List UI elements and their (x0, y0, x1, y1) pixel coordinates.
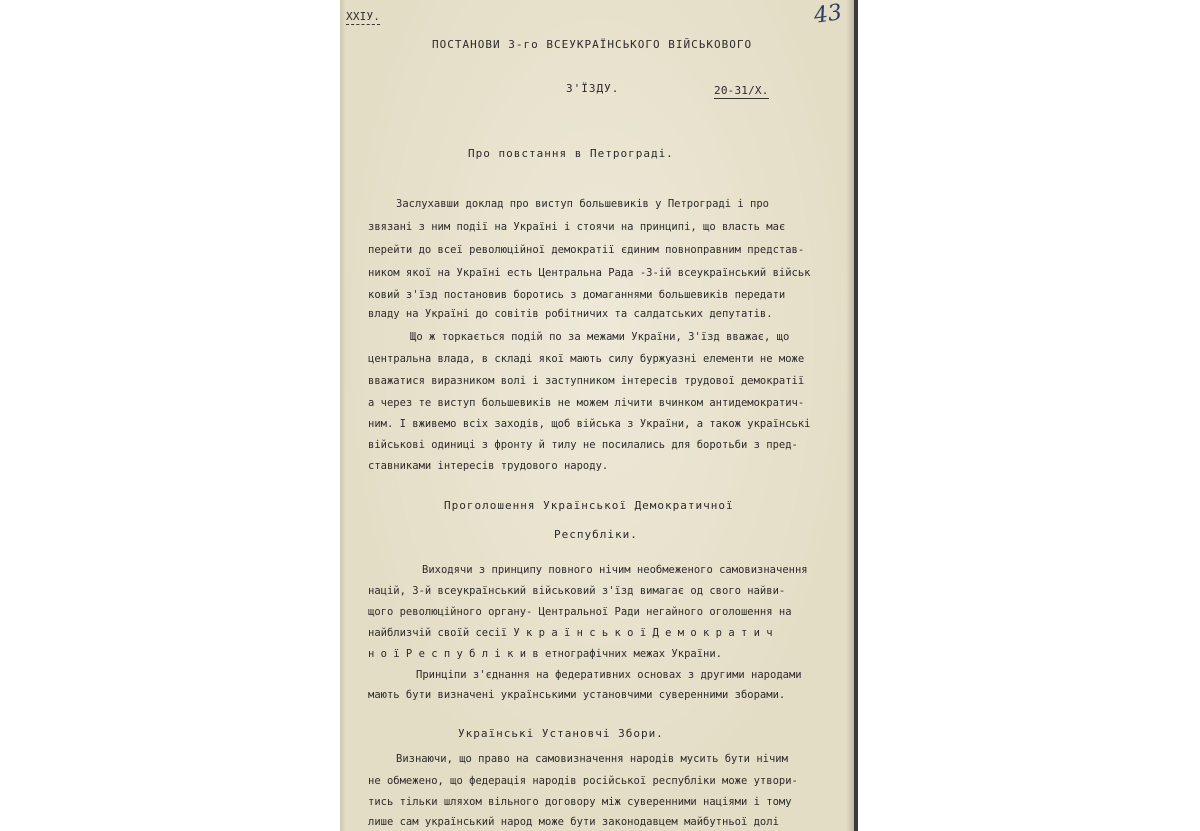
section2-line-5: Принціпи з'єднання на федеративних основах з другими народами (416, 669, 802, 681)
section2-line-6: мають бути визначені українськими установчими суверенними зборами. (368, 689, 786, 701)
section1-line-0: Заслухавши доклад про виступ большевиків у Петрограді і про (396, 198, 769, 210)
document-title-line1: ПОСТАНОВИ 3-го ВСЕУКРАЇНСЬКОГО ВІЙСЬКОВОГО (432, 38, 753, 51)
section2-title-line1: Проголошення Української Демократичної (444, 499, 734, 512)
section1-line-1: звязані з ним події на Україні і стоячи на принципі, що власть має (368, 221, 786, 233)
section2-title-line2: Республіки. (554, 528, 638, 541)
section1-line-11: військові одиниці з фронту й тилу не посилались для боротьби з пред- (368, 439, 798, 451)
section2-line-1: націй, 3-й всеукраїнський військовий з'їзд вимагає од свого найви- (368, 585, 786, 597)
section2-line-0: Виходячи з принципу повного нічим необмеженого самовизначення (422, 564, 808, 576)
section1-line-3: ником якої на Україні есть Центральна Рада -3-ій всеукраїнський військ (368, 267, 811, 279)
section1-line-10: ним. І вживемо всіх заходів, щоб війська з України, а також українські (368, 418, 811, 430)
section1-title: Про повстання в Петрограді. (468, 147, 674, 160)
section3-line-1: не обмежено, що федерація народів російської республіки може утвори- (368, 775, 798, 787)
section1-line-9: а через те виступ большевиків не можем лічити вчинком антидемократич- (368, 397, 805, 409)
section3-title: Українські Установчі Збори. (458, 727, 664, 740)
section2-line-3: найблизчій своїй сесії У к р а ї н с ь к о ї Д е м о к р а т и ч (368, 627, 773, 639)
section1-line-7: центральна влада, в складі якої мають силу буржуазні елементи не може (368, 353, 805, 365)
section3-line-2: тись тільки шляхом вільного договору між суверенними націями і тому (368, 796, 792, 808)
section-number: XXIУ. (346, 10, 381, 23)
section3-line-0: Визнаючи, що право на самовизначення народів мусить бути нічим (396, 753, 788, 765)
section1-line-2: перейти до всеї революційної демократії єдиним повноправним представ- (368, 244, 805, 256)
scanned-document-page (340, 0, 858, 831)
document-title-line2: З'ЇЗДУ. (566, 82, 620, 95)
section1-line-5: владу на Україні до совітів робітничих та салдатських депутатів. (368, 308, 773, 320)
document-date: 20-31/Х. (714, 84, 769, 97)
handwritten-page-number: 43 (812, 0, 844, 29)
section1-line-4: ковий з'їзд постановив боротись з домаганнями большевиків передати (368, 289, 786, 301)
section3-line-3: лише сам український народ може бути законодавцем майбутньої долі (368, 816, 779, 828)
section2-line-4: н о ї Р е с п у б л і к и в етнографічних межах України. (368, 648, 723, 660)
section2-line-2: щого революційного органу- Центральної Ради негайного оголошення на (368, 606, 792, 618)
section1-line-6: Що ж торкається подій по за межами України, З'їзд вважає, що (410, 331, 790, 343)
section1-line-12: ставниками інтересів трудового народу. (368, 460, 609, 472)
section1-line-8: вважатися виразником волі і заступником інтересів трудової демократії (368, 375, 805, 387)
